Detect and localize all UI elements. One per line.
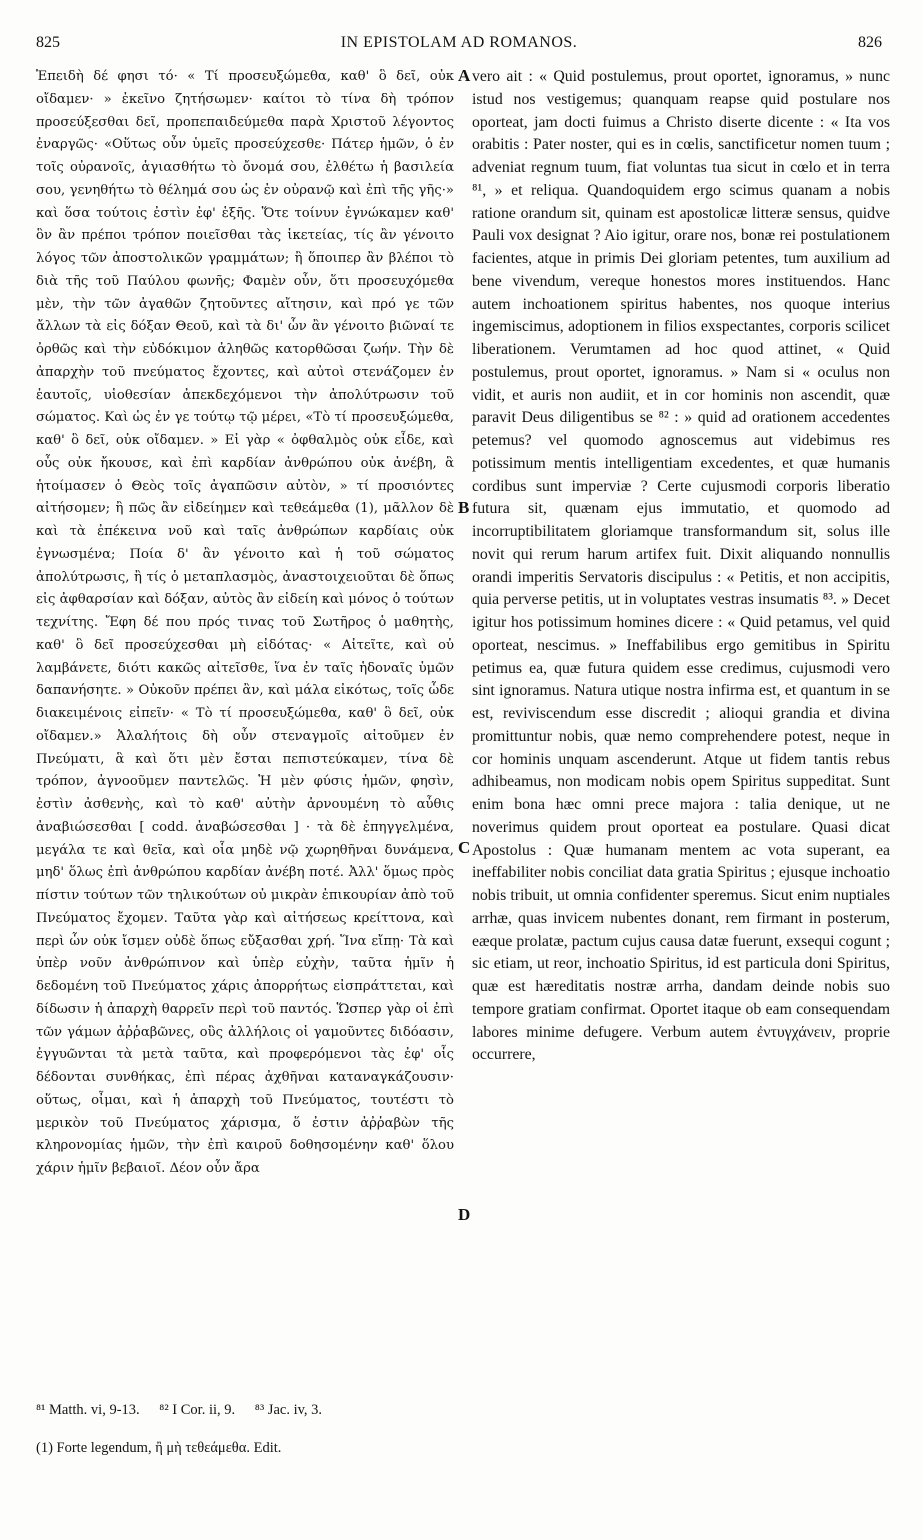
section-marker-c: C — [458, 838, 471, 857]
page-number-left: 825 — [36, 34, 60, 51]
scripture-references — [36, 1402, 882, 1419]
running-header — [36, 34, 882, 56]
reference-81: ⁸¹ Matth. vi, 9-13. — [36, 1402, 140, 1418]
greek-column — [36, 66, 454, 1416]
running-title: IN EPISTOLAM AD ROMANOS. — [340, 34, 578, 51]
section-marker-a: A — [458, 66, 471, 85]
greek-text: Ἐπειδὴ δέ φησι τό· « Τί προσευξώμεθα, καθ' ὃ δεῖ, οὐκ οἴδαμεν· » ἐκεῖνο ζητήσωμεν· καίτοι τὸ τίνα δὴ τρόπον προσεύξεσθαι δεῖ, προπεπαιδεύμεθα παρὰ Χριστοῦ λέγοντος ἐναργῶς· «Οὕτως οὖν ὑμεῖς προσεύχεσθε· Πάτερ ἡμῶν, ὁ ἐν τοῖς οὐρανοῖς, ἁγιασθήτω τὸ ὄνομά σου, ἐλθέτω ἡ βασιλεία σου, γενηθήτω τὸ θέλημά σου ὡς ἐν οὐρανῷ καὶ ἐπὶ τῆς γῆς·» καὶ ὅσα τούτοις ἐστὶν ἐφ' ἑξῆς. Ὅτε τοίνυν ἐγνώκαμεν καθ' ὃν ἂν πρέποι τρόπον ποιεῖσθαι τὰς ἱκετείας, τίς ἂν γένοιτο λόγος τῶν ἀποστολικῶν γραμμάτων; ἢ ὅποιπερ ἂν βλέποι τὸ διὰ τῆς τοῦ Παύλου φωνῆς; Φαμὲν οὖν, ὅτι προσευχόμεθα μὲν, τὴν τῶν ἀγαθῶν ζητοῦντες αἴτησιν, καὶ πρό γε τῶν ἄλλων τὰ εἰς δόξαν Θεοῦ, καὶ τὰ δι' ὧν ἂν γένοιτο βιῶναί τε ὀρθῶς καὶ τὴν εὐδόκιμον ἀληθῶς κατορθῶσαι ζωήν. Τὴν δὲ ἀπαρχὴν τοῦ πνεύματος ἔχοντες, καὶ αὐτοὶ στενάζομεν ἐν ἑαυτοῖς, υἱοθεσίαν ἀπεκδεχόμενοι τὴν ἀπολύτρωσιν τοῦ σώματος. Καὶ ὡς ἐν γε τούτῳ τῷ μέρει, «Τὸ τί προσευξώμεθα, καθ' ὃ δεῖ, οὐκ οἴδαμεν. » Εἰ γὰρ « ὀφθαλμὸς οὐκ εἶδε, καὶ οὖς οὐκ ἤκουσε, καὶ ἐπὶ καρδίαν ἀνθρώπου οὐκ ἀνέβη, ἃ ἡτοίμασεν ὁ Θεὸς τοῖς ἀγαπῶσιν αὐτὸν, » τί προσιόντες αἰτήσομεν; ἢ πῶς ἂν εἰδείημεν καὶ τεθεάμεθα (1), μᾶλλον δὲ καὶ τὰ ἐπέκεινα νοῦ καὶ ταῖς ἀνθρώπων καρδίαις οὐκ ἐγνωσμένα; Ποία δ' ἂν γένοιτο καὶ ἡ τοῦ σώματος ἀπολύτρωσις, ἢ τίς ὁ μεταπλασμὸς, ἀναστοιχειοῦται δὲ ὅπως εἰς ἀφθαρσίαν καὶ δόξαν, αὐτὸς ἂν εἰδείη καὶ μόνος ὁ τούτων τεχνίτης. Ἔφη δέ που πρός τινας τοῦ Σωτῆρος ὁ μαθητὴς, καθ' ὃ δεῖ προσεύχεσθαι μὴ εἰδότας· « Αἰτεῖτε, καὶ οὐ λαμβάνετε, διότι κακῶς αἰτεῖσθε, ἵνα ἐν ταῖς ἡδοναῖς ὑμῶν δαπανήσητε. » Οὐκοῦν πρέπει ἂν, καὶ μάλα εἰκότως, τοῖς ὧδε διακειμένοις εἰπεῖν· « Τὸ τί προσευξώμεθα, καθ' ὃ δεῖ, οὐκ οἴδαμεν.» Ἀλαλήτοις δὴ οὖν στεναγμοῖς αἰτοῦμεν ἐν Πνεύματι, ἃ καὶ ὅτι μὲν ἔσται πεπιστεύκαμεν, τίνα δὲ τρόπον, ἀγνοοῦμεν παντελῶς. Ἡ μὲν φύσις ἡμῶν, φησὶν, ἐστὶν ἀσθενὴς, καὶ τὸ καθ' αὐτὴν ἀρνουμένη τὸ αὖθις ἀναβιώσεσθαι [ codd. ἀναβώσεσθαι ] · τὰ δὲ ἐπηγγελμένα, μεγάλα τε καὶ θεῖα, καὶ οἷα μηδὲ νῷ χωρηθῆναι δυνάμενα, μηδ' ὅλως ἐπὶ ἀνθρώπου καρδίαν ἀνέβη ποτέ. Ἀλλ' ὅμως πρὸς πίστιν τούτων τῶν τηλικούτων οὐ μικρὰν ἐπικουρίαν ἀπὸ τοῦ Πνεύματος ἔχομεν. Ταῦτα γὰρ καὶ αἰτήσεως κρείττονα, καὶ περὶ ὧν οὐκ ἴσμεν οὐδὲ ὅπως εὔξασθαι χρή. Ἵνα εἴπῃ· Τὰ καὶ ὑπὲρ νοῦν ἀνθρώπινον καὶ ὑπὲρ εὐχὴν, ταῦτα ἡμῖν ἡ δεδομένη τοῦ Πνεύματος χάρις ἀπορρήτως εἰσπράττεται, καὶ δίδωσιν ἡ ἀπαρχὴ θαρρεῖν περὶ τοῦ παντός. Ὥσπερ γὰρ οἱ ἐπὶ τῶν γάμων ἀῤῥαβῶνες, οὓς ἀλλήλοις οἱ γαμοῦντες διδόασιν, ἐγγυῶνται τὰ μετὰ ταῦτα, καὶ προφερόμενοι τὰς ἐφ' οἷς δέδονται συνθήκας, ἐπὶ πέρας ἀχθῆναι καταναγκάζουσιν· οὕτως, οἶμαι, καὶ ἡ ἀπαρχὴ τοῦ Πνεύματος, τουτέστι τὸ μερικὸν τοῦ Πνεύματος χάρισμα, ὅ ἐστιν ἀῤῥαβὼν τῆς κληρονομίας ἡμῶν, τὴν ἐπὶ καιροῦ δοθησομένην καθ' ὅλου χάριν ἡμῖν βεβαιοῖ. Δέον οὖν ἄρα — [36, 69, 454, 1176]
latin-text: vero ait : « Quid postulemus, prout oportet, ignoramus, » nunc istud nos vestigemus; quanquam reapse quid postulare nos oporteat, jam docti fuimus a Christo diserte dicente : « Ita vos orabitis : Pater noster, qui es in cœlis, sanctificetur nomen tuum ; adveniat regnum tuum, fiat voluntas tua sicut in cœlo et in terra ⁸¹, » et reliqua. Quandoquidem ergo scimus quanam a nobis ratione orandum sit, quinam est apostolicæ litteræ sensus, quidve Pauli vox designat ? Aio igitur, orare nos, bonæ rei postulationem facientes, atque in primis Dei gloriam petentes, tum auxilium ad bene vivendum, vereque honestos mores instituendos. Hanc autem inchoationem spiritus habentes, nos quoque interius ingemiscimus, adoptionem in filios exspectantes, corporis scilicet liberationem. Verumtamen ad hoc quod attinet, « Quid postulemus, prout oportet, ignoramus. » Nam si « oculus non vidit, et auris non audiit, et in cor hominis non ascendit, quæ paravit Deus diligentibus se ⁸² : » quid ad orationem accedentes petemus? vel quomodo agnoscemus aut videbimus res potissimum mentis intelligentiam excedentes, et quæ humanis cordibus sunt imperviæ ? Certe cujusmodi corporis liberatio futura sit, quænam ejus immutatio, et quomodo ad incorruptibilitatem gloriamque transformandum sit, solus ille novit qui rerum harum artifex fuit. Dixit aliquando nonnullis orandi imperitis Servatoris discipulus : « Petitis, et non accipitis, quia perverse petitis, ut in voluptates vestras insumatis ⁸³. » Decet igitur hos potissimum homines dicere : « Quid petamus, vel quid oporteat, nescimus. » Ineffabilibus ergo gemitibus in Spiritu petimus ea, quæ futura quidem esse credimus, cujusmodi vero sint ignoramus. Natura utique nostra infirma est, et quantum in se est, reviviscendum esse discredit ; alioqui grandia et divina promittuntur nobis, quæ nemo comprehendere potest, neque in cor hominis unquam ascenderunt. Atque ut fidem tantis rebus adhibeamus, non modicam nobis opem Spiritus suppeditat. Sunt enim bona hæc omni prece majora : talia denique, ut ne noverimus quidem prout oporteat ea postulare. Quasi dicat Apostolus : Quæ humanam mentem ac vota superant, ea ineffabiliter nobis conciliat data gratia Spiritus ; ejusque inchoatio nobis tribuit, ut omnia confidenter speremus. Sicut enim nuptiales arrhæ, quas invicem nubentes donant, rem firmant in posterum, eæque prolatæ, pactum cujus causa datæ fuerunt, exsequi cogunt ; sic etiam, ut reor, inchoatio Spiritus, id est particula doni Spiritus, quæ est hæreditatis nostræ arrha, dandam deinde nobis suo tempore gratiam confirmat. Oportet itaque ob eam consequendam labores minime defugere. Verbum autem ἐντυγχάνειν, proprie occurrere, — [472, 68, 890, 1064]
footnote: (1) Forte legendum, ἢ μὴ τεθεάμεθα. Edit. — [36, 1440, 282, 1456]
section-marker-d: D — [458, 1205, 471, 1224]
page-number-right: 826 — [858, 34, 882, 51]
section-marker-b: B — [458, 498, 470, 517]
latin-column — [472, 66, 890, 1416]
reference-83: ⁸³ Jac. iv, 3. — [254, 1402, 323, 1418]
reference-82: ⁸² I Cor. ii, 9. — [159, 1402, 236, 1418]
